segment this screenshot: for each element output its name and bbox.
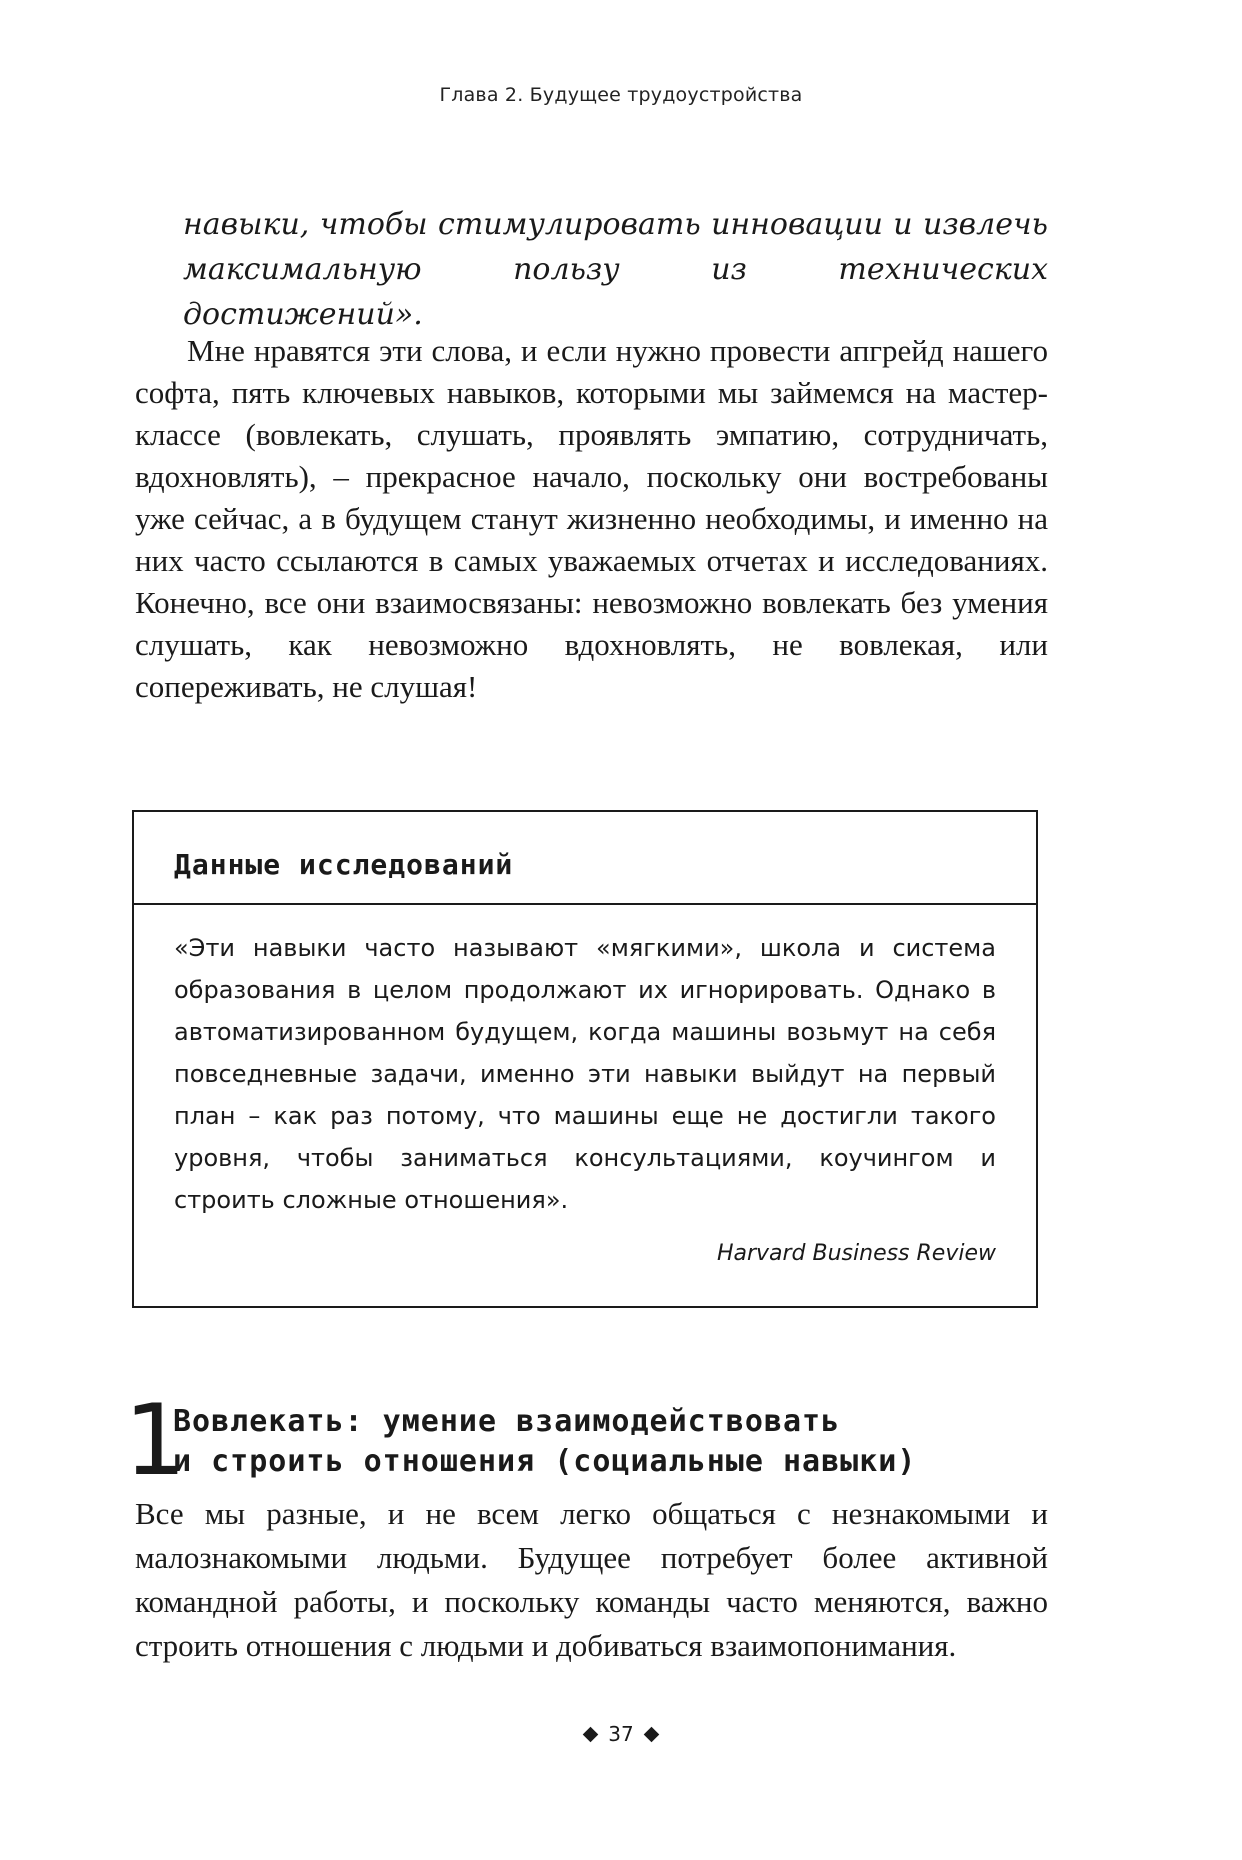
diamond-right-icon bbox=[643, 1726, 659, 1742]
research-data-box bbox=[132, 810, 1038, 1308]
section-paragraph bbox=[135, 1492, 1048, 1668]
research-quote bbox=[134, 905, 1036, 1221]
research-quote-text: «Эти навыки часто называют «мягкими», школа и система образования в целом продолжают их игнорировать. Однако в автоматизированном будущем, когда машины возьмут на себя повседневные задачи, именно эти навыки выйдут на первый план – как раз потому, что машины еще не достигли такого уровня, чтобы заниматься консультациями, коучингом и строить сложные отношения». bbox=[174, 934, 996, 1214]
section-heading-line-1: Вовлекать: умение взаимодействовать bbox=[173, 1404, 841, 1439]
page-number: 37 bbox=[608, 1722, 634, 1746]
body-paragraph-text: Мне нравятся эти слова, и если нужно провести апгрейд нашего софта, пять ключевых навыков, которыми мы займемся на мастер-классе (вовлекать, слушать, проявлять эмпатию, сотрудничать, вдохновлять), – прекрасное начало, поскольку они востребованы уже сейчас, а в будущем станут жизненно необходимы, и именно на них часто ссылаются в самых уважаемых отчетах и исследованиях. Конечно, все они взаимосвязаны: невозможно вовлекать без умения слушать, как невозможно вдохновлять, не вовлекая, или сопереживать, не слушая! bbox=[135, 333, 1048, 704]
running-head: Глава 2. Будущее трудоустройства bbox=[439, 84, 803, 106]
body-paragraph bbox=[135, 330, 1048, 708]
quote-continuation bbox=[183, 202, 1048, 337]
quote-continuation-text: навыки, чтобы стимулировать инновации и извлечь максимальную пользу из технических достижений». bbox=[183, 207, 1048, 332]
section-heading-line-2: и строить отношения (социальные навыки) bbox=[173, 1444, 917, 1479]
diamond-left-icon bbox=[583, 1726, 599, 1742]
section-paragraph-text: Все мы разные, и не всем легко общаться с незнакомыми и малознакомыми людьми. Будущее потребует более активной командной работы, и поскольку команды часто меняются, важно строить отношения с людьми и добиваться взаимопонимания. bbox=[135, 1496, 1048, 1663]
section-number: 1 bbox=[124, 1384, 187, 1498]
page-footer bbox=[0, 1722, 1242, 1746]
research-source: Harvard Business Review bbox=[716, 1241, 996, 1266]
section-heading bbox=[173, 1402, 1053, 1482]
research-box-title: Данные исследований bbox=[134, 812, 1036, 905]
